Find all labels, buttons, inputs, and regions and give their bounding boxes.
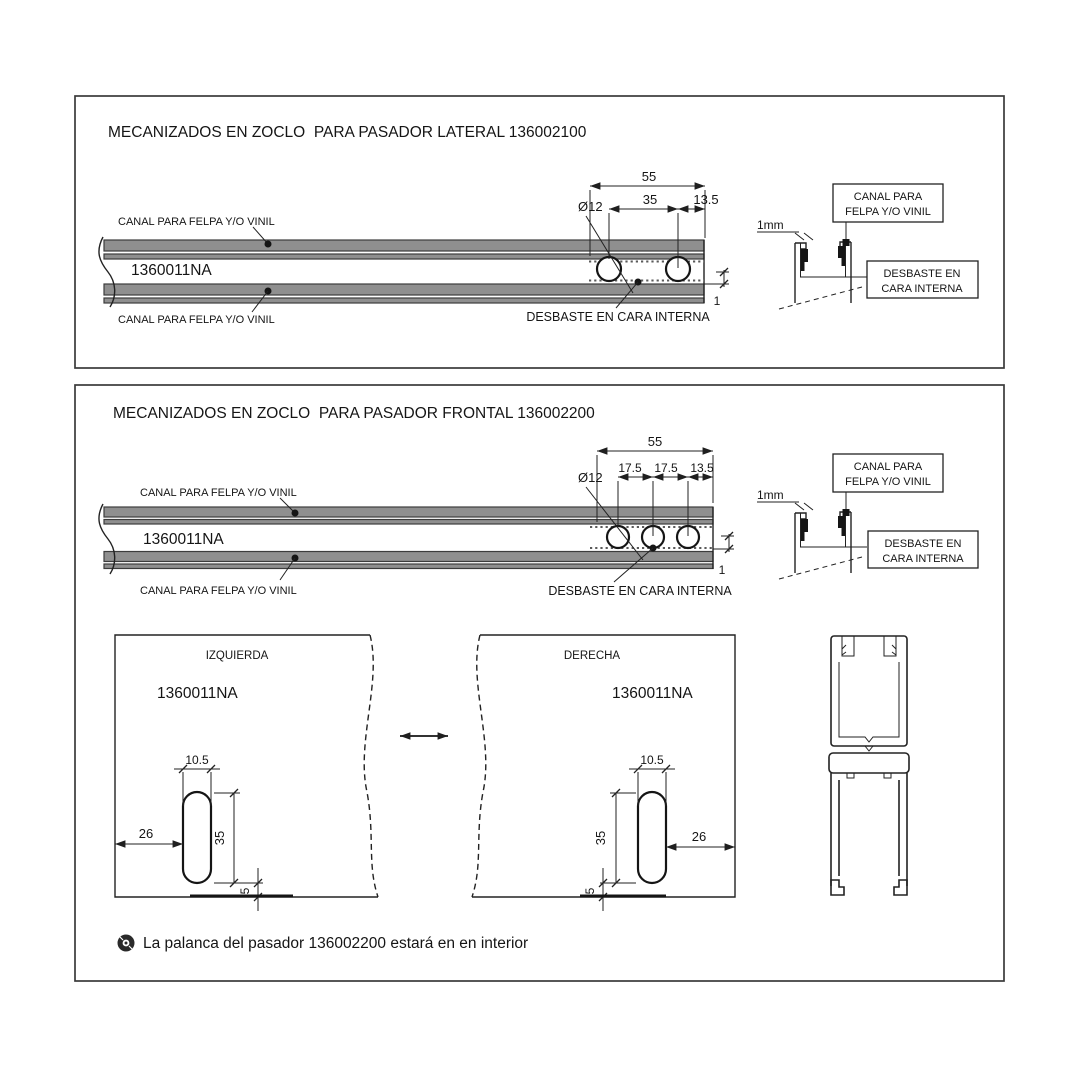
panel1-end-view: [757, 184, 978, 309]
svg-text:CANAL PARA: CANAL PARA: [853, 191, 923, 203]
svg-text:DESBASTE EN CARA INTERNA: DESBASTE EN CARA INTERNA: [548, 584, 732, 598]
svg-text:35: 35: [593, 830, 608, 846]
panel2-end-view: [757, 454, 978, 579]
svg-text:CANAL PARA FELPA Y/O VINIL: CANAL PARA FELPA Y/O VINIL: [140, 585, 297, 597]
right-end-view: [472, 635, 735, 911]
panel1-holes: [597, 257, 690, 281]
svg-text:FELPA Y/O VINIL: FELPA Y/O VINIL: [845, 476, 931, 488]
panel1-title: MECANIZADOS EN ZOCLO PARA PASADOR LATERAL 136002100: [108, 124, 587, 141]
svg-text:CANAL PARA FELPA Y/O VINIL: CANAL PARA FELPA Y/O VINIL: [118, 314, 275, 326]
svg-text:5: 5: [583, 887, 597, 895]
panel2-profile-code: 1360011NA: [143, 531, 224, 548]
svg-text:55: 55: [641, 169, 657, 184]
panel2-dim-spacing: [618, 461, 714, 536]
note-text: La palanca del pasador 136002200 estará en en interior: [143, 935, 529, 952]
left-dim-from-edge: [115, 826, 183, 844]
right-dim-slot-height: [593, 789, 636, 887]
svg-text:DESBASTE EN CARA INTERNA: DESBASTE EN CARA INTERNA: [526, 310, 710, 324]
left-slot: [183, 792, 211, 883]
panel2-gap-label: 1mm: [757, 488, 784, 502]
right-dim-from-edge: [666, 829, 735, 847]
svg-text:17.5: 17.5: [654, 461, 678, 475]
left-view-label: IZQUIERDA: [205, 650, 269, 662]
svg-text:CANAL PARA: CANAL PARA: [853, 461, 923, 473]
panel1-dim-step: [704, 268, 729, 308]
svg-text:13.5: 13.5: [690, 461, 714, 475]
right-view-label: DERECHA: [563, 650, 621, 662]
svg-text:17.5: 17.5: [618, 461, 642, 475]
svg-text:13.5: 13.5: [693, 192, 719, 207]
left-view-code: 1360011NA: [157, 685, 238, 702]
svg-text:26: 26: [691, 829, 707, 844]
note-row: [118, 935, 529, 953]
panel2-title: MECANIZADOS EN ZOCLO PARA PASADOR FRONTAL 136002200: [113, 405, 595, 422]
svg-text:DESBASTE EN: DESBASTE EN: [883, 268, 961, 280]
right-slot: [638, 792, 666, 883]
svg-text:CARA INTERNA: CARA INTERNA: [881, 283, 963, 295]
svg-text:Ø12: Ø12: [578, 470, 603, 485]
left-dim-slot-height: [212, 789, 240, 887]
panel1-profile-code: 1360011NA: [131, 262, 212, 279]
svg-text:CARA INTERNA: CARA INTERNA: [882, 553, 964, 565]
panel1-gap-label: 1mm: [757, 218, 784, 232]
profile-cross-section: [829, 636, 909, 895]
svg-text:55: 55: [647, 434, 663, 449]
right-view-code: 1360011NA: [612, 685, 693, 702]
break-curve: [472, 635, 486, 897]
svg-text:Ø12: Ø12: [578, 199, 603, 214]
svg-text:CANAL PARA FELPA Y/O VINIL: CANAL PARA FELPA Y/O VINIL: [140, 487, 297, 499]
svg-text:1: 1: [718, 563, 726, 577]
svg-text:FELPA Y/O VINIL: FELPA Y/O VINIL: [845, 206, 931, 218]
svg-text:10.5: 10.5: [185, 753, 209, 767]
svg-text:CANAL PARA FELPA Y/O VINIL: CANAL PARA FELPA Y/O VINIL: [118, 216, 275, 228]
panel2-dim-step: [713, 532, 734, 577]
svg-text:35: 35: [642, 192, 658, 207]
svg-text:35: 35: [212, 830, 227, 846]
svg-text:5: 5: [238, 887, 252, 895]
left-end-view: [115, 635, 378, 911]
svg-text:1: 1: [713, 294, 721, 308]
note-bullet-icon: [118, 935, 135, 952]
svg-text:10.5: 10.5: [640, 753, 664, 767]
break-curve: [364, 635, 378, 897]
svg-text:26: 26: [138, 826, 154, 841]
svg-text:DESBASTE EN: DESBASTE EN: [884, 538, 962, 550]
